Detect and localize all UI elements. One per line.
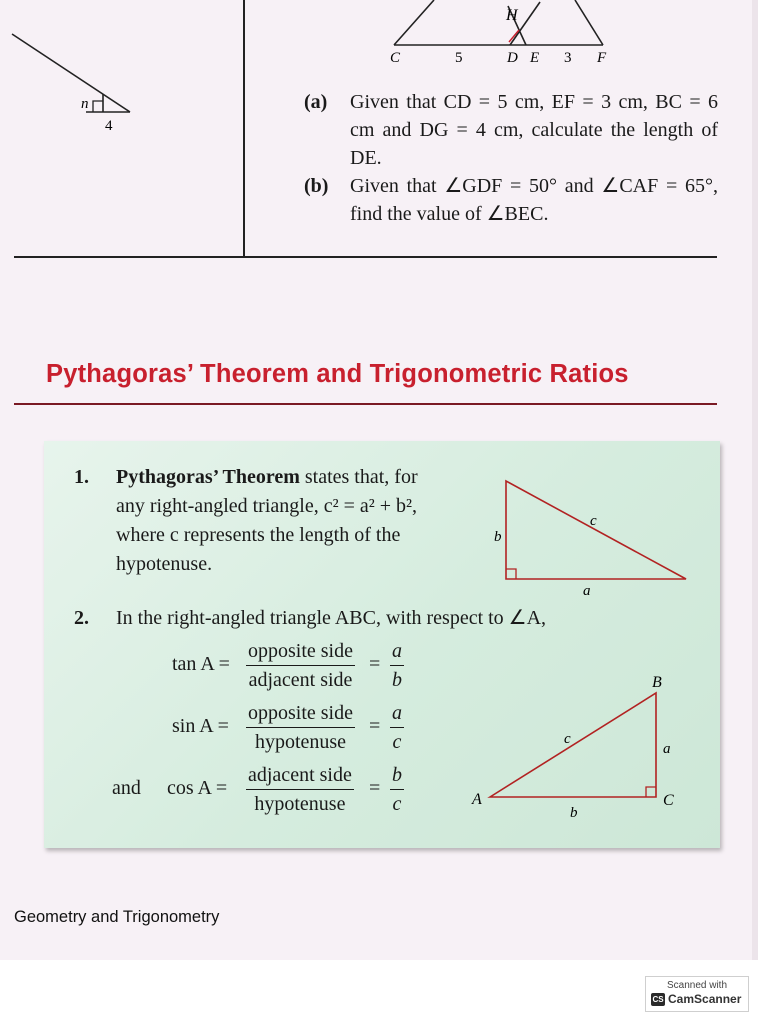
- sin-fraction: [246, 701, 355, 754]
- pythagoras-triangle: [484, 471, 704, 601]
- cos-ratio-num: b: [390, 763, 404, 790]
- cos-denominator: hypotenuse: [254, 793, 346, 815]
- item1-line1-rest: states that, for: [299, 466, 418, 488]
- vertex-a-label: A: [472, 791, 482, 808]
- watermark-brand: CamScanner: [668, 992, 742, 1006]
- item1-line4: hypotenuse.: [116, 553, 213, 575]
- title-rule: [14, 403, 717, 405]
- tan-numerator: opposite side: [246, 639, 355, 666]
- part-a-text: Given that CD = 5 cm, EF = 3 cm, BC = 6 cm and DG = 4 cm, calculate the length of DE.: [350, 91, 718, 169]
- item2-number: 2.: [74, 607, 89, 629]
- column-divider: [243, 0, 245, 258]
- left-triangle-diagram: [0, 0, 243, 150]
- label-h: H: [506, 7, 518, 24]
- side-c-label-abc: c: [564, 731, 571, 747]
- sin-ratio-num: a: [390, 701, 404, 728]
- abc-triangle: [464, 673, 694, 823]
- part-a-label: (a): [304, 91, 328, 113]
- item1-number: 1.: [74, 466, 89, 488]
- section-divider: [14, 256, 717, 258]
- right-angle-mark: [506, 569, 516, 579]
- item1-line1: [116, 463, 418, 492]
- camscanner-watermark: [645, 976, 749, 1012]
- sin-numerator: opposite side: [246, 701, 355, 728]
- vertex-c-label: C: [663, 792, 674, 809]
- label-3: 3: [564, 50, 572, 66]
- camscanner-logo-icon: CS: [652, 995, 664, 1004]
- side-b-label-abc: b: [570, 805, 578, 821]
- tan-ratio: [390, 639, 404, 692]
- item1-line2: any right-angled triangle, c² = a² + b²,: [116, 495, 418, 517]
- diagram-side-right: [575, 0, 603, 45]
- tan-equals: =: [369, 653, 381, 675]
- tan-denominator: adjacent side: [248, 669, 353, 691]
- label-d: D: [507, 50, 518, 66]
- question-part-a: [304, 88, 720, 178]
- side-c-label: c: [590, 513, 597, 529]
- label-e: E: [530, 50, 540, 66]
- item1-line3: where c represents the length of the: [116, 524, 401, 546]
- cos-ratio: [390, 763, 404, 816]
- abc-right-angle-mark: [646, 787, 656, 797]
- cos-equals: =: [369, 777, 381, 799]
- tan-fraction: [246, 639, 355, 692]
- cos-lhs: cos A =: [167, 777, 228, 799]
- label-4: 4: [105, 118, 113, 134]
- cos-ratio-den: c: [392, 793, 402, 815]
- top-geometry-diagram: [380, 0, 620, 70]
- label-c: C: [390, 50, 401, 66]
- sin-ratio: [390, 701, 404, 754]
- tan-lhs: tan A =: [172, 653, 230, 675]
- left-triangle-hyp: [12, 34, 130, 112]
- side-b-label: b: [494, 529, 502, 545]
- part-b-text: Given that ∠GDF = 50° and ∠CAF = 65°, find the value of ∠BEC.: [350, 175, 718, 225]
- label-5: 5: [455, 50, 463, 66]
- side-a-label: a: [583, 583, 591, 599]
- vertex-b-label: B: [652, 674, 662, 691]
- part-b-label: (b): [304, 175, 329, 197]
- label-n: n: [81, 96, 89, 112]
- watermark-scanned-text: Scanned with: [666, 980, 728, 991]
- item1-bold: Pythagoras’ Theorem: [116, 466, 300, 488]
- left-right-angle-mark: [93, 101, 103, 112]
- theorem-box: [44, 441, 720, 848]
- triangle-shape: [506, 481, 686, 579]
- item2-text: In the right-angled triangle ABC, with respect to ∠A,: [116, 607, 547, 629]
- page-edge: [752, 0, 758, 960]
- question-part-b: [304, 172, 720, 232]
- sin-ratio-den: c: [392, 731, 402, 753]
- footer-chapter-title: Geometry and Trigonometry: [14, 908, 220, 926]
- abc-triangle-shape: [490, 693, 656, 797]
- tan-ratio-num: a: [390, 639, 404, 666]
- sin-lhs: sin A =: [172, 715, 229, 737]
- sin-equals: =: [369, 715, 381, 737]
- cos-fraction: [246, 763, 354, 816]
- section-title: Pythagoras’ Theorem and Trigonometric Ratios: [46, 360, 629, 388]
- diagram-side-left: [394, 0, 434, 45]
- cos-numerator: adjacent side: [246, 763, 354, 790]
- side-a-label-abc: a: [663, 741, 671, 757]
- label-f: F: [597, 50, 607, 66]
- sin-denominator: hypotenuse: [254, 731, 347, 753]
- cos-prefix: and: [112, 777, 141, 799]
- tan-ratio-den: b: [392, 669, 402, 691]
